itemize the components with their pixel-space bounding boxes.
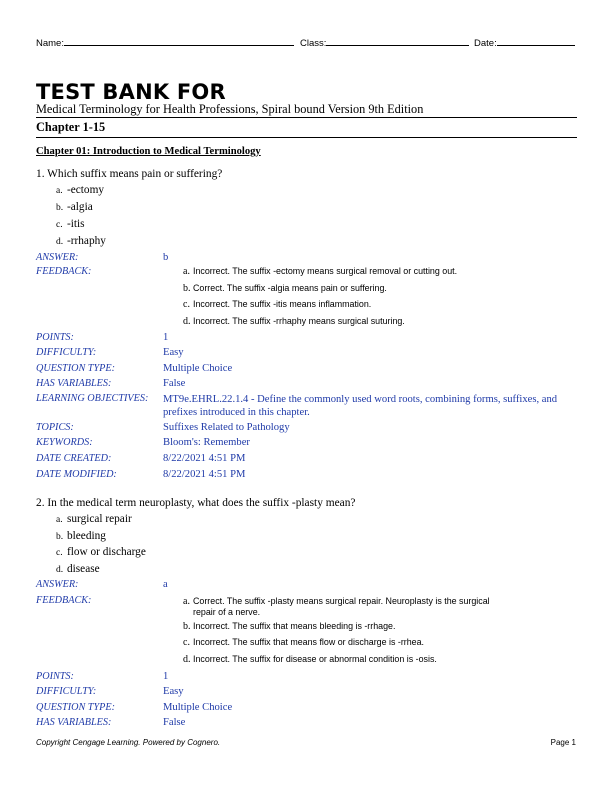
- name-blank: [64, 36, 294, 46]
- question-1-option-a: a. -ectomy: [56, 184, 105, 196]
- question-1-date-modified: 8/22/2021 4:51 PM: [163, 469, 246, 480]
- title-rule: [36, 117, 577, 118]
- question-1-feedback-b: b. Correct. The suffix -algia means pain or suffering.: [183, 283, 387, 294]
- question-1-feedback-d: d. Incorrect. The suffix -rrhaphy means surgical suturing.: [183, 316, 405, 327]
- has-variables-label: HAS VARIABLES:: [36, 378, 112, 389]
- question-1-option-d: d. -rrhaphy: [56, 235, 106, 247]
- question-1-feedback-c: c. Incorrect. The suffix -itis means inflammation.: [183, 299, 372, 310]
- question-2-answer: a: [163, 579, 168, 590]
- question-1-learning-objectives: MT9e.EHRL.22.1.4 - Define the commonly used word roots, combining forms, suffixes, and prefixes introduced in this chapter.: [163, 394, 558, 418]
- question-1-option-c: c. -itis: [56, 218, 85, 230]
- date-modified-label: DATE MODIFIED:: [36, 469, 117, 480]
- question-1-keywords: Bloom's: Remember: [163, 437, 250, 448]
- question-2-option-c: c. flow or discharge: [56, 546, 146, 558]
- page-title: TEST BANK FOR: [36, 80, 226, 104]
- answer-label: ANSWER:: [36, 252, 79, 263]
- class-field: [300, 36, 469, 49]
- keywords-label: KEYWORDS:: [36, 437, 93, 448]
- question-2-type: Multiple Choice: [163, 702, 233, 713]
- chapter-rule: [36, 137, 577, 138]
- date-created-label: DATE CREATED:: [36, 453, 112, 464]
- page-number: Page 1: [550, 738, 576, 747]
- question-1-points: 1: [163, 332, 169, 343]
- question-1-date-created: 8/22/2021 4:51 PM: [163, 453, 246, 464]
- question-type-label: QUESTION TYPE:: [36, 363, 115, 374]
- copyright-footer: Copyright Cengage Learning. Powered by Cognero.: [36, 738, 221, 747]
- question-2-option-a: a. surgical repair: [56, 513, 132, 525]
- question-2-feedback-c: c. Incorrect. The suffix that means flow or discharge is -rrhea.: [183, 637, 425, 648]
- has-variables-label-2: HAS VARIABLES:: [36, 717, 112, 728]
- question-2-feedback-d: d. Incorrect. The suffix for disease or abnormal condition is -osis.: [183, 654, 437, 665]
- question-2-stem: 2. In the medical term neuroplasty, what does the suffix -plasty mean?: [36, 497, 356, 509]
- question-type-label-2: QUESTION TYPE:: [36, 702, 115, 713]
- question-1-topics: Suffixes Related to Pathology: [163, 422, 290, 433]
- question-1-feedback-a: a. Incorrect. The suffix -ectomy means surgical removal or cutting out.: [183, 266, 458, 277]
- chapter-range: Chapter 1-15: [36, 120, 106, 134]
- question-1-option-b: b. -algia: [56, 201, 93, 213]
- date-blank: [497, 36, 575, 46]
- question-2-has-variables: False: [163, 717, 186, 728]
- answer-label-2: ANSWER:: [36, 579, 79, 590]
- question-2-feedback-a: a. Correct. The suffix -plasty means surgical repair. Neuroplasty is the surgical repair of a nerve.: [183, 596, 490, 617]
- points-label-2: POINTS:: [36, 671, 74, 682]
- difficulty-label-2: DIFFICULTY:: [36, 686, 97, 697]
- feedback-label: FEEDBACK:: [36, 266, 92, 277]
- question-1-stem: 1. Which suffix means pain or suffering?: [36, 168, 223, 180]
- question-1-answer: b: [163, 252, 169, 263]
- book-subtitle: Medical Terminology for Health Professions, Spiral bound Version 9th Edition: [36, 102, 424, 116]
- date-label: Date:: [474, 38, 497, 49]
- feedback-label-2: FEEDBACK:: [36, 595, 92, 606]
- question-2-points: 1: [163, 671, 169, 682]
- question-2-difficulty: Easy: [163, 686, 184, 697]
- question-2-option-d: d. disease: [56, 563, 100, 575]
- question-1-has-variables: False: [163, 378, 186, 389]
- name-label: Name:: [36, 38, 64, 49]
- question-1-type: Multiple Choice: [163, 363, 233, 374]
- question-2-option-b: b. bleeding: [56, 530, 106, 542]
- chapter-heading: Chapter 01: Introduction to Medical Terminology: [36, 146, 261, 157]
- topics-label: TOPICS:: [36, 422, 74, 433]
- points-label: POINTS:: [36, 332, 74, 343]
- question-1-difficulty: Easy: [163, 347, 184, 358]
- difficulty-label: DIFFICULTY:: [36, 347, 97, 358]
- learning-objectives-label: LEARNING OBJECTIVES:: [36, 393, 149, 404]
- date-field: [474, 36, 575, 49]
- class-blank: [326, 36, 469, 46]
- class-label: Class:: [300, 38, 327, 49]
- question-2-feedback-b: b. Incorrect. The suffix that means bleeding is -rrhage.: [183, 621, 396, 632]
- name-field: [36, 36, 294, 49]
